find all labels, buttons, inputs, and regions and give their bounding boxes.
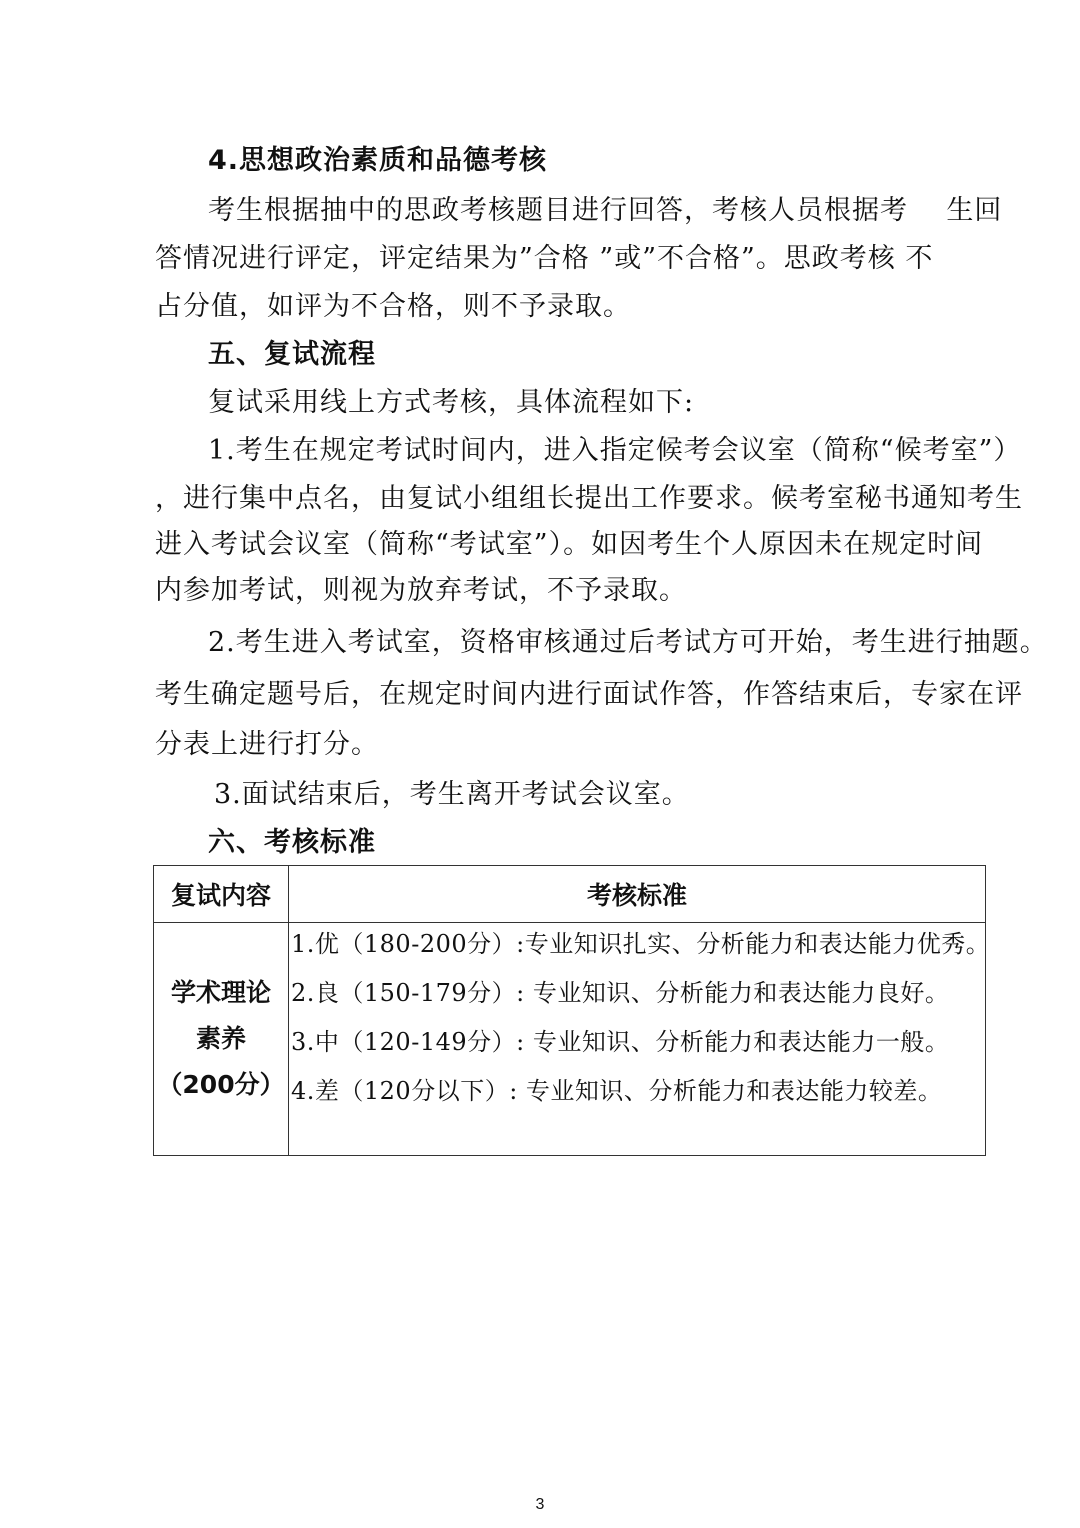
criterion-poor: 4.差（120分以下）: 专业知识、分析能力和表达能力较差。 [291, 1077, 943, 1105]
criterion-good: 2.良（150-179分）: 专业知识、分析能力和表达能力良好。 [291, 979, 950, 1007]
category-cell [154, 923, 289, 1156]
header-cell-content: 复试内容 [154, 866, 289, 923]
criteria-cell [289, 923, 991, 1156]
section6-title: 六、考核标准 [208, 827, 376, 858]
page-number: 3 [535, 1496, 545, 1513]
step2-line-2: 考生确定题号后，在规定时间内进行面试作答，作答结束后，专家在评 [155, 679, 1023, 710]
section4-line-2: 答情况进行评定，评定结果为”合格 ”或”不合格”。思政考核 不 [155, 243, 934, 274]
header-cell-standard: 考核标准 [289, 866, 986, 923]
section5-intro: 复试采用线上方式考核，具体流程如下: [208, 387, 695, 418]
table-header-row [154, 866, 986, 923]
step1-line-3: 进入考试会议室（简称“考试室”）。如因考生个人原因未在规定时间 [155, 529, 984, 560]
category-line-1: 学术理论 [170, 978, 271, 1007]
category-line-2: 素养 [195, 1024, 246, 1053]
step1-line-4: 内参加考试，则视为放弃考试，不予录取。 [155, 575, 687, 606]
step2-line-1: 2.考生进入考试室，资格审核通过后考试方可开始，考生进行抽题。 [208, 627, 1048, 658]
criterion-excellent: 1.优（180-200分）:专业知识扎实、分析能力和表达能力优秀。 [291, 930, 991, 958]
section5-title: 五、复试流程 [208, 339, 376, 370]
table-row [154, 923, 986, 1156]
step3-line: 3.面试结束后，考生离开考试会议室。 [214, 779, 690, 810]
section4-title: 4.思想政治素质和品德考核 [208, 145, 548, 176]
category-line-3: （200分） [157, 1070, 285, 1099]
criterion-average: 3.中（120-149分）: 专业知识、分析能力和表达能力一般。 [291, 1028, 950, 1056]
step1-line-1: 1.考生在规定考试时间内，进入指定候考会议室（简称“候考室”） [208, 435, 1022, 466]
section4-line-1: 考生根据抽中的思政考核题目进行回答，考核人员根据考 生回 [208, 195, 1003, 226]
standards-table [153, 865, 991, 1156]
step2-line-3: 分表上进行打分。 [155, 729, 379, 760]
section4-line-3: 占分值，如评为不合格，则不予录取。 [155, 291, 631, 322]
step1-line-2: ，进行集中点名，由复试小组组长提出工作要求。候考室秘书通知考生 [155, 483, 1023, 514]
